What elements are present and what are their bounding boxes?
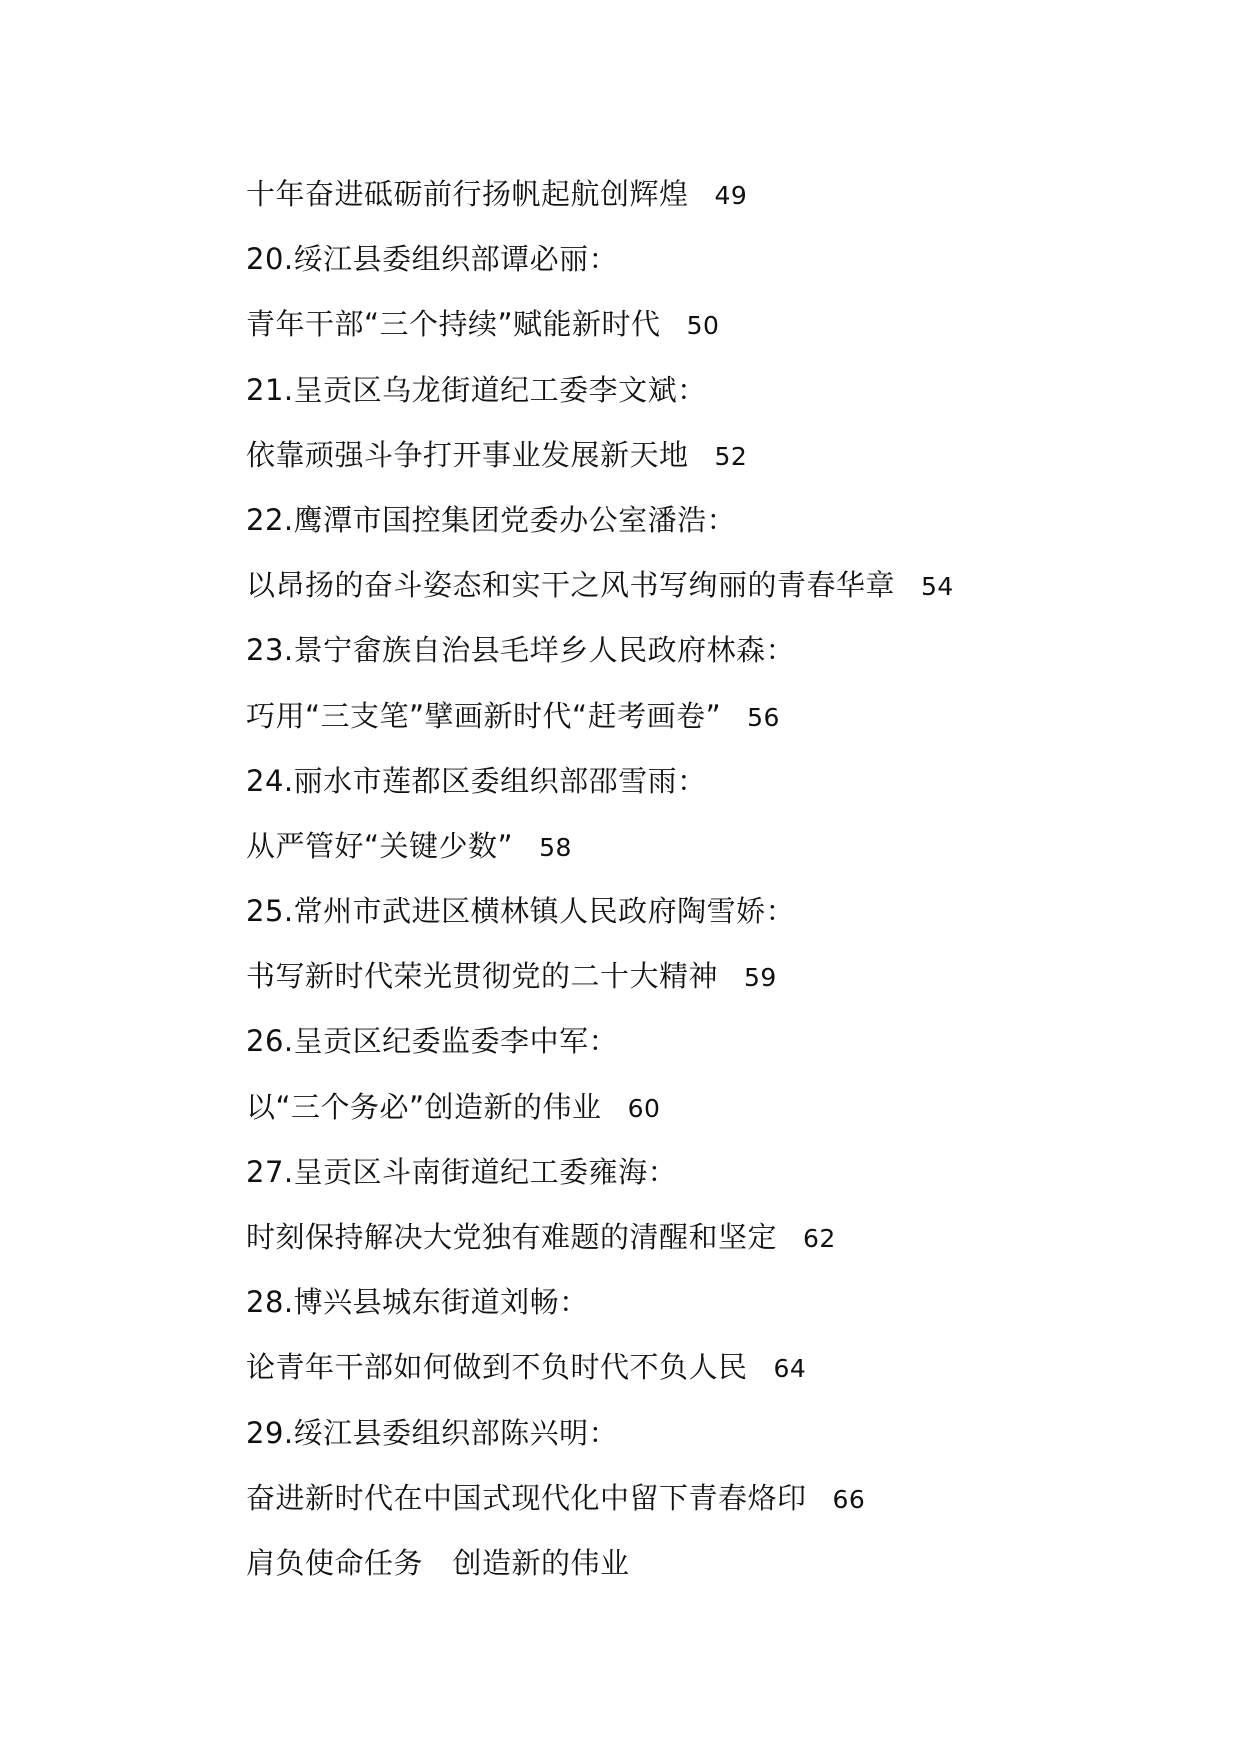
- toc-page-number: 60: [627, 1093, 661, 1123]
- toc-page-number: 64: [773, 1354, 807, 1384]
- toc-entry-title: [246, 170, 1146, 235]
- toc-entry-text: 22.鹰潭市国控集团党委办公室潘浩：: [246, 502, 737, 537]
- toc-entry-title: [246, 561, 1146, 626]
- toc-entry-author: [246, 366, 1146, 431]
- toc-entry-title: [246, 300, 1146, 365]
- toc-page-number: 62: [803, 1224, 836, 1253]
- toc-entry-title: [246, 1474, 1146, 1539]
- toc-entry-text: 依靠顽强斗争打开事业发展新天地: [246, 437, 689, 472]
- toc-page-number: 50: [686, 311, 720, 341]
- toc-entry-author: [246, 626, 1146, 691]
- toc-entry-text: 从严管好“关键少数”: [246, 828, 514, 863]
- toc-entry-title: [246, 822, 1146, 887]
- toc-entry-author: [246, 1148, 1146, 1213]
- toc-entry-author: [246, 235, 1146, 300]
- toc-entry-text: 24.丽水市莲都区委组织部邵雪雨：: [246, 763, 707, 798]
- toc-entry-text: 21.呈贡区乌龙街道纪工委李文斌：: [246, 372, 707, 407]
- toc-entry-title: [246, 692, 1146, 757]
- toc-page-number: 66: [832, 1484, 866, 1514]
- toc-entry-text: 27.呈贡区斗南街道纪工委雍海：: [246, 1154, 678, 1189]
- toc-entry-text: 26.呈贡区纪委监委李中军：: [246, 1024, 619, 1059]
- toc-page-number: 56: [747, 702, 780, 732]
- toc-entry-text: 28.博兴县城东街道刘畅：: [246, 1285, 589, 1320]
- toc-entry-author: [246, 1017, 1146, 1082]
- table-of-contents: [246, 170, 1146, 1604]
- toc-entry-text: 时刻保持解决大党独有难题的清醒和坚定: [246, 1220, 778, 1254]
- toc-entry-text: 以昂扬的奋斗姿态和实干之风书写绚丽的青春华章: [246, 568, 896, 603]
- toc-entry-text: 23.景宁畲族自治县毛垟乡人民政府林森：: [246, 633, 796, 668]
- toc-entry-text: 29.绥江县委组织部陈兴明：: [246, 1415, 619, 1450]
- toc-entry-title: [246, 1083, 1146, 1148]
- toc-entry-text: 以“三个务必”创造新的伟业: [246, 1089, 602, 1124]
- toc-entry-author: [246, 887, 1146, 952]
- toc-entry-text: 巧用“三支笔”擘画新时代“赶考画卷”: [246, 698, 722, 733]
- toc-entry-text: 奋进新时代在中国式现代化中留下青春烙印: [246, 1480, 807, 1515]
- toc-entry-author: [246, 1409, 1146, 1474]
- toc-entry-text: 25.常州市武进区横林镇人民政府陶雪娇：: [246, 894, 796, 929]
- toc-entry-title: [246, 431, 1146, 496]
- toc-page-number: 49: [714, 181, 748, 210]
- toc-entry-author: [246, 1278, 1146, 1343]
- toc-entry-heading: [246, 1539, 1146, 1604]
- toc-entry-text: 论青年干部如何做到不负时代不负人民: [246, 1350, 748, 1385]
- toc-entry-text: 书写新时代荣光贯彻党的二十大精神: [246, 959, 719, 994]
- toc-entry-author: [246, 496, 1146, 561]
- toc-entry-author: [246, 757, 1146, 822]
- toc-entry-title: [246, 1343, 1146, 1408]
- toc-entry-title: [246, 952, 1146, 1017]
- toc-entry-text: 青年干部“三个持续”赋能新时代: [246, 307, 661, 342]
- toc-page-number: 52: [714, 441, 748, 471]
- toc-page-number: 54: [921, 572, 954, 602]
- toc-page-number: 59: [744, 963, 777, 993]
- toc-page-number: 58: [539, 832, 572, 862]
- toc-entry-text: 肩负使命任务 创造新的伟业: [246, 1545, 630, 1580]
- toc-entry-text: 十年奋进砥砺前行扬帆起航创辉煌: [246, 177, 689, 211]
- toc-entry-title: [246, 1213, 1146, 1278]
- toc-entry-text: 20.绥江县委组织部谭必丽：: [246, 242, 619, 277]
